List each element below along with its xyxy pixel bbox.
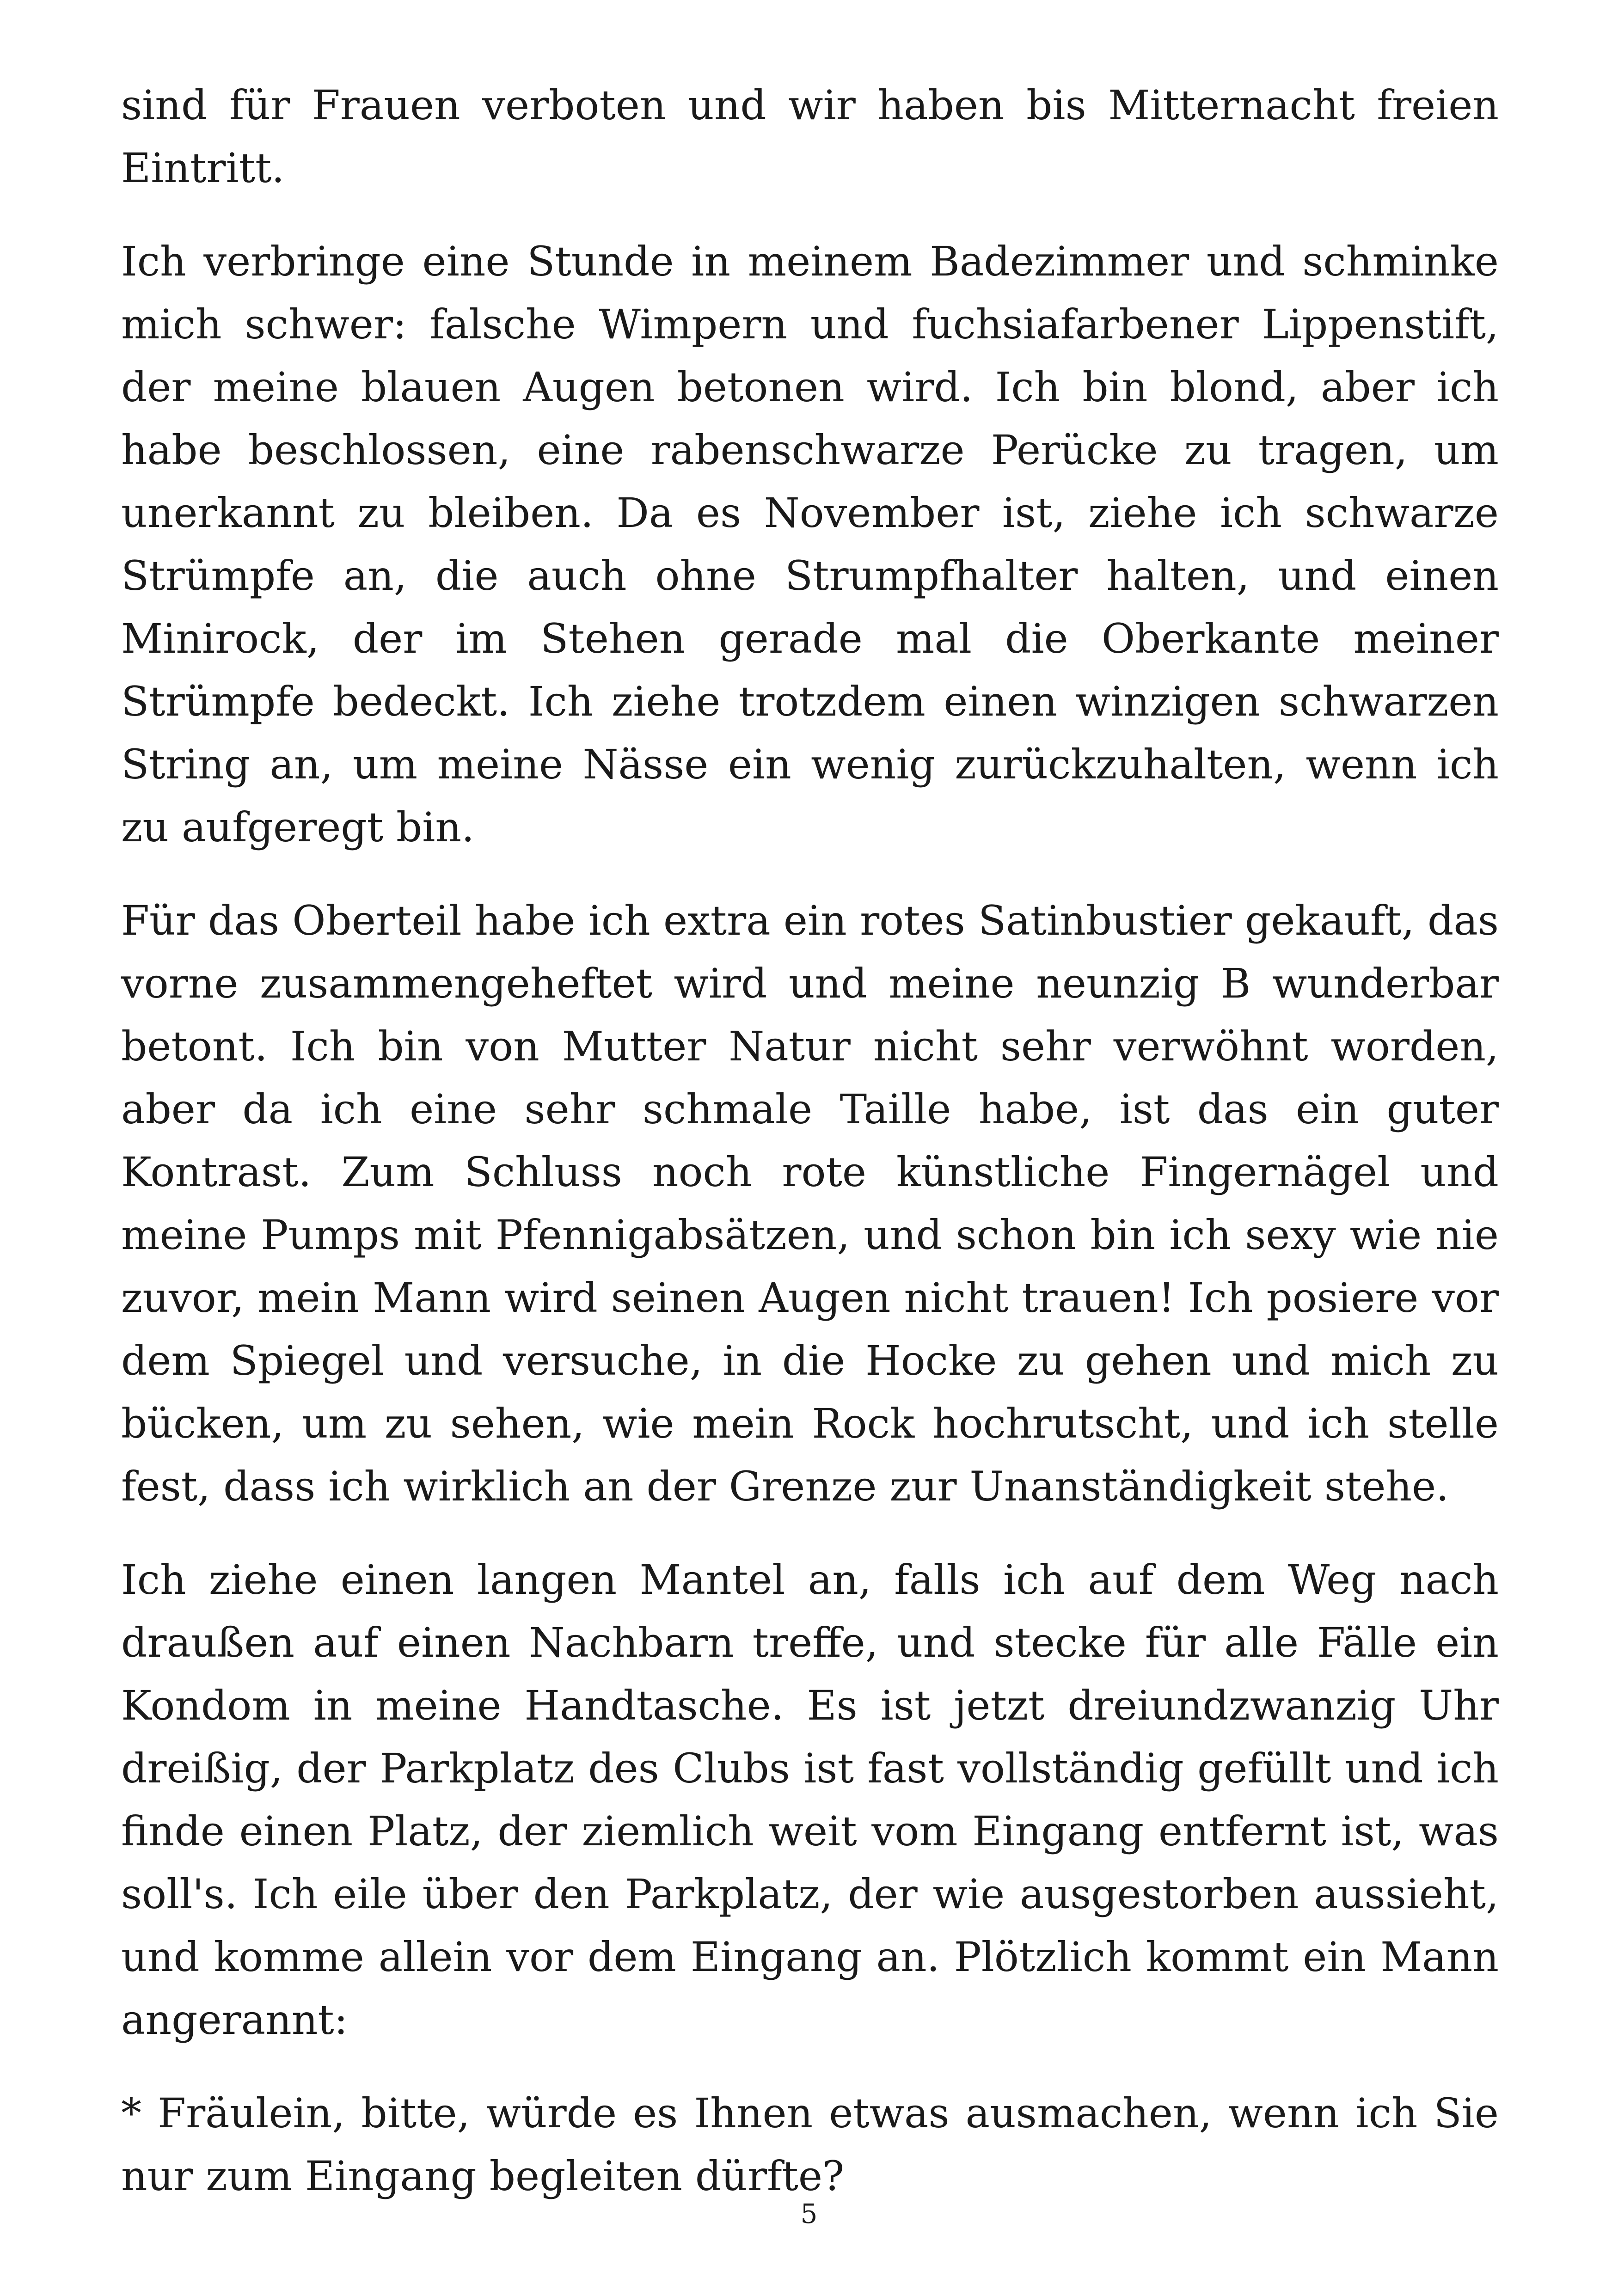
paragraph-3: Für das Oberteil habe ich extra ein rotes Satinbustier gekauft, das vorne zusammengeheftet wird und meine neunzig B wunderbar betont. Ich bin von Mutter Natur nicht sehr verwöhnt worden, aber da ich eine sehr schmale Taille habe, ist das ein guter Kontrast. Zum Schluss noch rote künstliche Fingernägel und meine Pumps mit Pfennigabsätzen, und schon bin ich sexy wie nie zuvor, mein Mann wird seinen Augen nicht trauen! Ich posiere vor dem Spiegel und versuche, in die Hocke zu gehen und mich zu bücken, um zu sehen, wie mein Rock hochrutscht, und ich stelle fest, dass ich wirklich an der Grenze zur Unanständigkeit stehe. [121, 897, 1499, 1510]
paragraph-4: Ich ziehe einen langen Mantel an, falls ich auf dem Weg nach draußen auf einen Nachbarn treffe, und stecke für alle Fälle ein Kondom in meine Handtasche. Es ist jetzt dreiundzwanzig Uhr dreißig, der Parkplatz des Clubs ist fast vollständig gefüllt und ich finde einen Platz, der ziemlich weit vom Eingang entfernt ist, was soll's. Ich eile über den Parkplatz, der wie ausgestorben aussieht, und komme allein vor dem Eingang an. Plötzlich kommt ein Mann angerannt: [121, 1556, 1499, 2044]
paragraph-1: sind für Frauen verboten und wir haben bis Mitternacht freien Eintritt. [121, 81, 1499, 192]
paragraph-5: * Fräulein, bitte, würde es Ihnen etwas ausmachen, wenn ich Sie nur zum Eingang begleiten dürfte? [121, 2089, 1499, 2200]
body-text [121, 74, 1499, 2238]
paragraph-2: Ich verbringe eine Stunde in meinem Badezimmer und schminke mich schwer: falsche Wimpern und fuchsiafarbener Lippenstift, der meine blauen Augen betonen wird. Ich bin blond, aber ich habe beschlossen, eine rabenschwarze Perücke zu tragen, um unerkannt zu bleiben. Da es November ist, ziehe ich schwarze Strümpfe an, die auch ohne Strumpfhalter halten, und einen Minirock, der im Stehen gerade mal die Oberkante meiner Strümpfe bedeckt. Ich ziehe trotzdem einen winzigen schwarzen String an, um meine Nässe ein wenig zurückzuhalten, wenn ich zu aufgeregt bin. [121, 238, 1499, 851]
page-number: 5 [800, 2198, 818, 2229]
